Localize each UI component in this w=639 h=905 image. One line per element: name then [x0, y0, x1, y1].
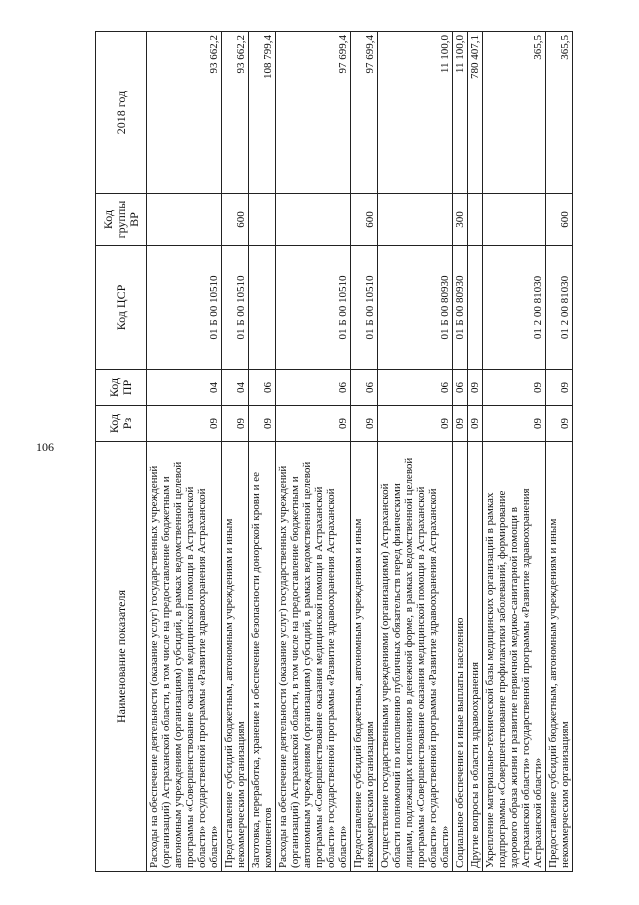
page-number: 106 — [36, 440, 54, 454]
cell-name: Предоставление субсидий бюджетным, автономным учреждениям и иным некоммерческим организациям — [222, 442, 249, 872]
header-rz: Код Рз — [96, 406, 147, 442]
cell-name: Расходы на обеспечение деятельности (оказание услуг) государственных учреждений (организаций) Астраханской области, в том числе на предоставление бюджетным и автономным учреждениям (организациям) субсидий, в рамках ведомственной целевой программы «Совершенствование оказания медицинской помощи в Астраханской области» государственной программы «Развитие здравоохранения Астраханской области» — [147, 442, 222, 872]
budget-table — [95, 31, 573, 872]
cell-year: 108 799,4 — [249, 32, 276, 194]
cell-pr: 06 — [351, 370, 378, 406]
cell-year: 93 662,2 — [147, 32, 222, 194]
cell-year: 97 699,4 — [276, 32, 351, 194]
cell-rz: 09 — [546, 406, 573, 442]
cell-vr — [483, 194, 546, 246]
cell-pr: 06 — [276, 370, 351, 406]
table-row — [147, 32, 222, 872]
cell-csr — [249, 246, 276, 370]
cell-vr — [468, 194, 483, 246]
table-header-row — [96, 32, 147, 872]
cell-year: 93 662,2 — [222, 32, 249, 194]
cell-year: 97 699,4 — [351, 32, 378, 194]
table-row — [546, 32, 573, 872]
cell-pr: 09 — [546, 370, 573, 406]
header-vr: Код группы ВР — [96, 194, 147, 246]
cell-name: Предоставление субсидий бюджетным, автономным учреждениям и иным некоммерческим организациям — [351, 442, 378, 872]
table-row — [276, 32, 351, 872]
cell-vr — [147, 194, 222, 246]
cell-pr: 04 — [222, 370, 249, 406]
cell-csr: 01 2 00 81030 — [546, 246, 573, 370]
cell-csr: 01 Б 00 10510 — [351, 246, 378, 370]
cell-vr: 600 — [351, 194, 378, 246]
cell-csr: 01 Б 00 80930 — [453, 246, 468, 370]
cell-vr: 600 — [546, 194, 573, 246]
cell-pr: 06 — [249, 370, 276, 406]
cell-name: Предоставление субсидий бюджетным, автономным учреждениям и иным некоммерческим организациям — [546, 442, 573, 872]
cell-pr: 09 — [468, 370, 483, 406]
cell-rz: 09 — [378, 406, 453, 442]
cell-csr: 01 Б 00 10510 — [276, 246, 351, 370]
cell-vr — [378, 194, 453, 246]
cell-rz: 09 — [453, 406, 468, 442]
cell-pr: 09 — [483, 370, 546, 406]
cell-vr — [276, 194, 351, 246]
cell-vr: 600 — [222, 194, 249, 246]
cell-rz: 09 — [147, 406, 222, 442]
cell-csr — [468, 246, 483, 370]
cell-csr: 01 Б 00 80930 — [378, 246, 453, 370]
cell-name: Расходы на обеспечение деятельности (оказание услуг) государственных учреждений (организаций) Астраханской области, в том числе на предоставление бюджетным и автономным учреждениям (организациям) субсидий, в рамках ведомственной целевой программы «Совершенствование оказания медицинской помощи в Астраханской области» государственной программы «Развитие здравоохранения Астраханской области» — [276, 442, 351, 872]
cell-pr: 06 — [453, 370, 468, 406]
cell-rz: 09 — [351, 406, 378, 442]
header-csr: Код ЦСР — [96, 246, 147, 370]
cell-name: Заготовка, переработка, хранение и обеспечение безопасности донорской крови и ее компонентов — [249, 442, 276, 872]
cell-pr: 06 — [378, 370, 453, 406]
header-name: Наименование показателя — [96, 442, 147, 872]
cell-rz: 09 — [249, 406, 276, 442]
cell-rz: 09 — [276, 406, 351, 442]
cell-name: Осуществление государственными учреждениями (организациями) Астраханской области полномочий по исполнению публичных обязательств перед физическими лицами, подлежащих исполнению в денежной форме, в рамках ведомственной целевой программы «Совершенствование оказания медицинской помощи в Астраханской области» государственной программы «Развитие здравоохранения Астраханской области» — [378, 442, 453, 872]
cell-rz: 09 — [468, 406, 483, 442]
cell-name: Укрепление материально-технической базы медицинских организаций в рамках подпрограммы «Совершенствование профилактики заболеваний, формирование здорового образа жизни и развитие первичной медико-санитарной помощи в Астраханской области» государственной программы «Развитие здравоохранения Астраханской области» — [483, 442, 546, 872]
table-row — [453, 32, 468, 872]
cell-csr: 01 Б 00 10510 — [147, 246, 222, 370]
cell-vr — [249, 194, 276, 246]
table-row — [378, 32, 453, 872]
cell-rz: 09 — [483, 406, 546, 442]
table-body — [147, 32, 573, 872]
table-row — [468, 32, 483, 872]
table-row — [351, 32, 378, 872]
header-pr: Код ПР — [96, 370, 147, 406]
header-year: 2018 год — [96, 32, 147, 194]
cell-name: Социальное обеспечение и иные выплаты населению — [453, 442, 468, 872]
cell-name: Другие вопросы в области здравоохранения — [468, 442, 483, 872]
cell-rz: 09 — [222, 406, 249, 442]
cell-year: 11 100,0 — [453, 32, 468, 194]
cell-year: 11 100,0 — [378, 32, 453, 194]
cell-year: 780 407,1 — [468, 32, 483, 194]
cell-year: 365,5 — [546, 32, 573, 194]
budget-table-rotated — [95, 32, 615, 872]
table-row — [249, 32, 276, 872]
table-row — [483, 32, 546, 872]
cell-csr: 01 2 00 81030 — [483, 246, 546, 370]
cell-pr: 04 — [147, 370, 222, 406]
cell-vr: 300 — [453, 194, 468, 246]
table-row — [222, 32, 249, 872]
cell-year: 365,5 — [483, 32, 546, 194]
cell-csr: 01 Б 00 10510 — [222, 246, 249, 370]
